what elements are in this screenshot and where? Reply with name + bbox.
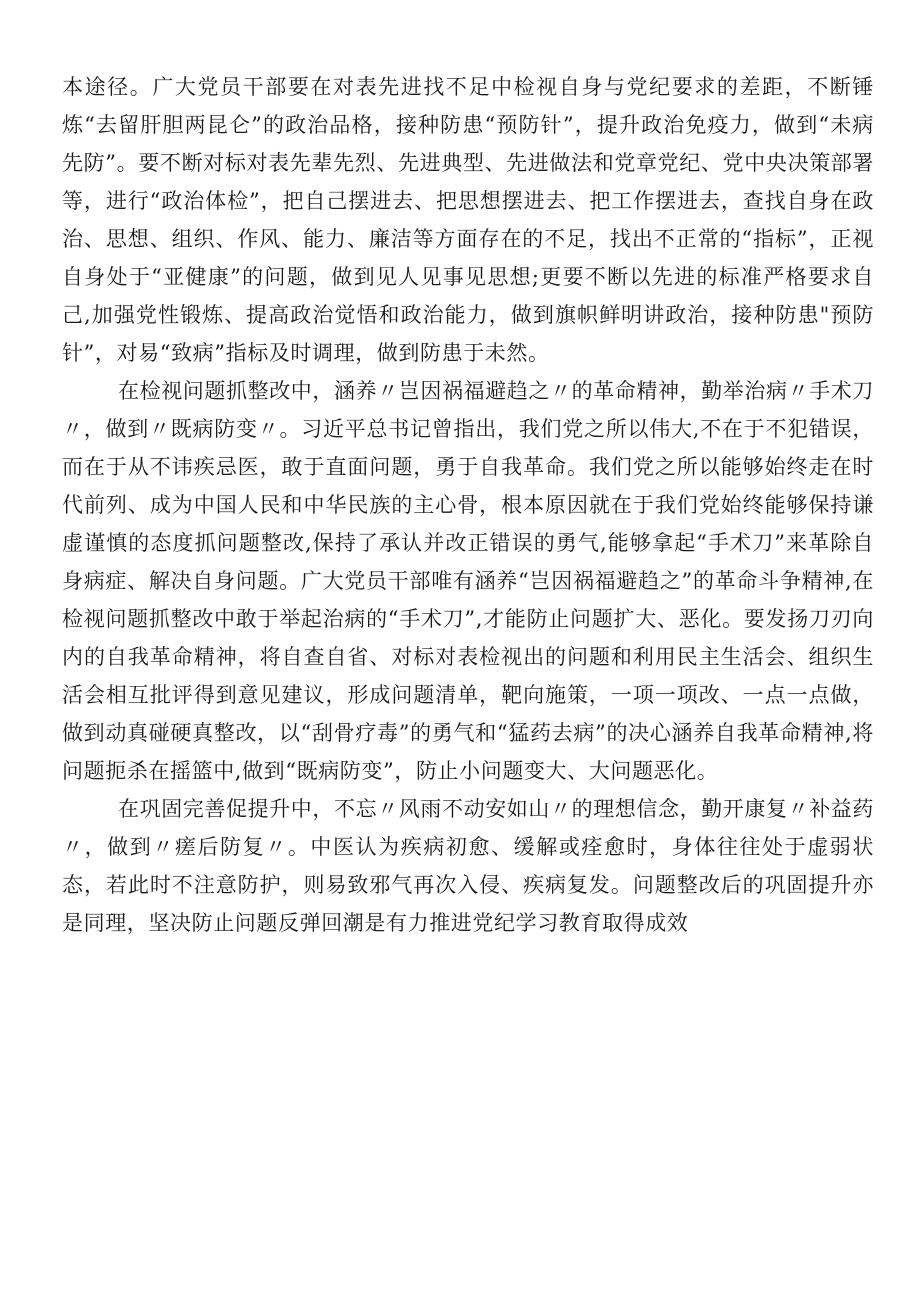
paragraph-2: 在检视问题抓整改中，涵养〃岂因祸福避趋之〃的革命精神，勤举治病〃手术刀〃，做到〃既病防变〃。习近平总书记曾指出，我们党之所以伟大,不在于不犯错误，而在于从不讳疾忌医，敢于直面问题，勇于自我革命。我们党之所以能够始终走在时代前列、成为中国人民和中华民族的主心骨，根本原因就在于我们党始终能够保持谦虚谨慎的态度抓问题整改,保持了承认并改正错误的勇气,能够拿起“手术刀”来革除自身病症、解决自身问题。广大党员干部唯有涵养“岂因祸福避趋之”的革命斗争精神,在检视问题抓整改中敢于举起治病的“手术刀”,才能防止问题扩大、恶化。要发扬刀刃向内的自我革命精神，将自查自省、对标对表检视出的问题和利用民主生活会、组织生活会相互批评得到意见建议，形成问题清单，靶向施策，一项一项改、一点一点做，做到动真碰硬真整改，以“刮骨疗毒”的勇气和“猛药去病”的决心涵养自我革命精神,将问题扼杀在摇篮中,做到“既病防变”，防止小问题变大、大问题恶化。 [62, 379, 874, 783]
document-page [62, 68, 874, 942]
paragraph-3: 在巩固完善促提升中，不忘〃风雨不动安如山〃的理想信念，勤开康复〃补益药〃，做到〃瘥后防复〃。中医认为疾病初愈、缓解或痊愈时，身体往往处于虚弱状态，若此时不注意防护，则易致邪气再次入侵、疾病复发。问题整改后的巩固提升亦是同理，坚决防止问题反弹回潮是有力推进党纪学习教育取得成效 [62, 797, 874, 935]
paragraph-1: 本途径。广大党员干部要在对表先进找不足中检视自身与党纪要求的差距，不断锤炼“去留肝胆两昆仑”的政治品格，接种防患“预防针”，提升政治免疫力，做到“未病先防”。要不断对标对表先辈先烈、先进典型、先进做法和党章党纪、党中央决策部署等，进行“政治体检”，把自己摆进去、把思想摆进去、把工作摆进去，查找自身在政治、思想、组织、作风、能力、廉洁等方面存在的不足，找出不正常的“指标”，正视自身处于“亚健康”的问题，做到见人见事见思想;更要不断以先进的标准严格要求自己,加强党性锻炼、提高政治觉悟和政治能力，做到旗帜鲜明讲政治，接种防患"预防针”，对易“致病”指标及时调理，做到防患于未然。 [62, 75, 874, 365]
